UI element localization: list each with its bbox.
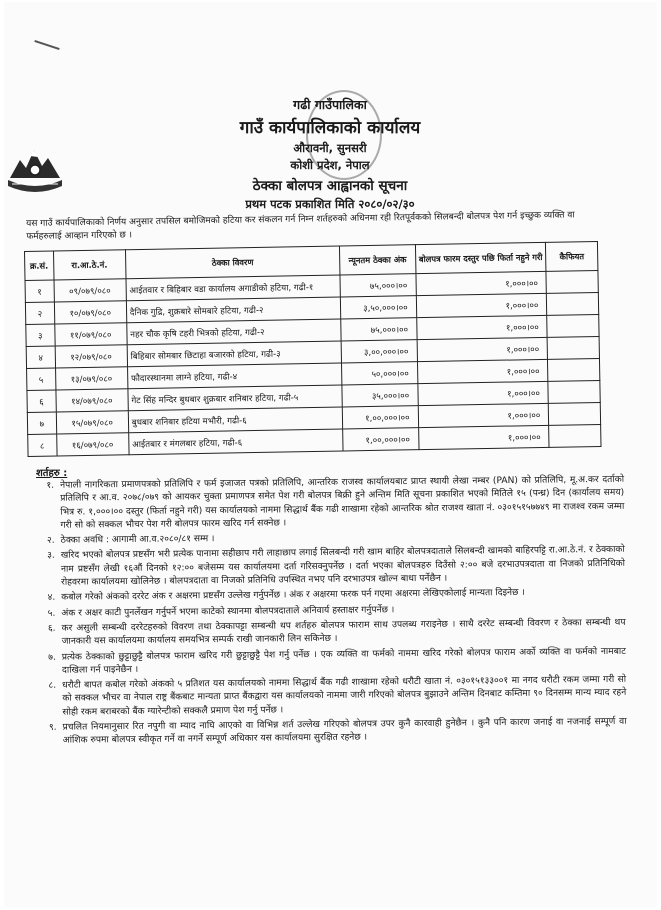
row-remarks xyxy=(549,424,601,447)
row-contract-no: १६/०७९/०८० xyxy=(56,433,129,456)
row-remarks xyxy=(549,402,601,425)
row-remarks xyxy=(547,336,599,359)
term-text: नेपाली नागरिकता प्रमाणपत्रको प्रतिलिपि र फर्म इजाजत पत्रको प्रतिलिपि, आन्तरिक राजस्व कार्यालयबाट प्राप्त स्थायी लेखा नम्बर (PAN) को प्रतिलिपि, मू.अ.कर दर्ताको प्रतिलिपि र आ.व. २०७८/०७९ को आयकर चुक्ता प्रमाणपत्र समेत पेश गरी बोलपत्र बिक्री हुने अन्तिम मिति सूचना प्रकाशित भएको मितिले १५ (पन्ध्र) दिन (कार्यालय समय) भित्र रु. १,०००।०० दस्तुर (फिर्ता नहुने गरी) यस कार्यालयको नाममा सिद्धार्थ बैंक गढी शाखामा रहेको आन्तरिक श्रोत राजश्व खाता नं. ०३०१५१५७७४९ मा राजश्व रकम जम्मा गरी सो को सक्कल भौचर पेश गरी बोलपत्र फारम खरिद गर्न सक्नेछ । xyxy=(60,474,625,531)
term-text: कबोल गरेको अंकको दररेट अंक र अक्षरमा प्रष्टसँग उल्लेख गर्नुपर्नेछ । अंक र अक्षरमा फरक पर्न गएमा अक्षरमा लेखिएकोलाई मान्यता दिइनेछ । xyxy=(61,588,525,604)
row-description: आईतबार र मंगलबार हटिया, गढी-६ xyxy=(128,429,343,455)
row-min-amount: ५०,०००।०० xyxy=(342,362,418,385)
row-sn: ६ xyxy=(27,390,56,412)
row-min-amount: १,००,०००।०० xyxy=(342,406,418,429)
term-number: ३. xyxy=(47,551,55,562)
terms-heading: शर्तहरु : xyxy=(36,468,68,479)
row-form-fee: १,०००।०० xyxy=(416,271,547,295)
row-description: आईतवार र बिहिबार वडा कार्यालय अगाडीको हटिया, गढी-१ xyxy=(126,275,341,301)
term-number: ९. xyxy=(48,722,57,733)
row-form-fee: १,०००।०० xyxy=(416,315,547,339)
row-remarks xyxy=(546,270,598,293)
municipality-name: गढी गाउँपालिका xyxy=(293,97,367,112)
term-text: प्रत्येक ठेक्काको छुट्टाछुट्टै बोलपत्र फाराम खरिद गरी छुट्टाछुट्टै पेश गर्नु पर्नेछ । एक व्यक्ति वा फर्मको नाममा खरिद गरेको बोलपत्र फाराम अर्को व्यक्ति वा फर्मको नामबाट दाखिला गर्न पाइनेछैन । xyxy=(61,646,626,676)
row-sn: ७ xyxy=(27,412,56,434)
letterhead xyxy=(120,96,540,212)
province-name: कोशी प्रदेश, नेपाल xyxy=(290,158,370,172)
row-min-amount: ३,००,०००।०० xyxy=(341,340,417,363)
row-min-amount: १,००,०००।०० xyxy=(343,428,419,451)
row-description: बिहिबार सोमबार छिटाहा बजारको हटिया, गढी-३ xyxy=(127,341,342,367)
row-min-amount: ३५,०००।०० xyxy=(342,384,418,407)
term-number: ८. xyxy=(48,680,57,691)
tender-table xyxy=(24,241,602,457)
office-location: औरावनी, सुनसरी xyxy=(293,141,367,155)
term-item xyxy=(32,645,626,678)
row-form-fee: १,०००।०० xyxy=(418,403,549,427)
row-form-fee: १,०००।०० xyxy=(416,293,547,317)
office-name: गाउँ कार्यपालिकाको कार्यालय xyxy=(239,118,421,138)
term-number: ४. xyxy=(47,593,56,604)
col-sn: क्र.सं. xyxy=(25,251,54,280)
term-item xyxy=(31,617,625,650)
row-min-amount: ७५,०००।०० xyxy=(341,318,417,341)
row-contract-no: १०/०७९/०८० xyxy=(54,301,127,324)
term-text: अंक र अक्षर काटी पुनर्लेखन गर्नुपर्ने भएमा काटेको स्थानमा बोलपत्रदाताले अनिवार्य हस्ताक्षर गर्नुपर्नेछ । xyxy=(61,604,395,619)
row-description: बुधबार शनिबार हटिया मभौरी, गढी-६ xyxy=(128,407,343,433)
row-sn: ८ xyxy=(28,434,57,456)
term-text: ठेक्का अवधि : आगामी आ.व.२०८०/८१ सम्म । xyxy=(60,534,215,546)
col-description: ठेक्का विवरण xyxy=(125,246,340,279)
col-remarks: कैफियत xyxy=(546,241,598,271)
row-contract-no: १२/०७९/०८० xyxy=(55,345,128,368)
row-description: गेट सिंह मन्दिर बुधबार शुक्रबार शनिबार हटिया, गढी-५ xyxy=(128,385,343,411)
nepal-emblem-icon xyxy=(6,140,64,196)
row-form-fee: १,०००।०० xyxy=(417,359,548,383)
row-contract-no: १३/०७९/०८० xyxy=(55,367,128,390)
term-text: कर असुली सम्बन्धी दररेटहरुको विवरण तथा ठेक्कापट्टा सम्बन्धी थप शर्तहरु बोलपत्र फाराम साथ उपलब्ध गराइनेछ । साथै दररेट सम्बन्धी विवरण र ठेक्का सम्बन्धी थप जानकारी यस कार्यालयमा कार्यालय समयभित्र सम्पर्क राखी जानकारी लिन सकिनेछ । xyxy=(61,617,626,647)
notice-title: ठेक्का बोलपत्र आह्वानको सूचना xyxy=(252,178,408,194)
row-form-fee: १,०००।०० xyxy=(418,425,549,449)
publish-date: प्रथम पटक प्रकाशित मिति २०८०/०२/३० xyxy=(245,197,415,211)
row-remarks xyxy=(547,314,599,337)
row-description: फौदारस्थानमा लाग्ने हटिया, गढी-४ xyxy=(127,363,342,389)
col-form-fee: बोलपत्र फारम दस्तुर पछि फिर्ता नहुने गरी xyxy=(415,242,546,273)
term-text: खरिद भएको बोलपत्र प्रष्टसँग भरी प्रत्येक पानामा सहीछाप गरी लाहाछाप लगाई सिलबन्दी गरी खाम बाहिर बोलपत्रदाताले सिलबन्दी खामको बाहिरपट्टि रा.आ.ठे.नं. र ठेक्काको नाम प्रष्टसँग लेखी १६औं दिनको १२:०० बजेसम्म यस कार्यालयमा दर्ता गरिसक्नुपर्नेछ । दर्ता भएका बोलपत्रहरु दिउँसो २:०० बजे दरभाउपत्रदाता वा निजको प्रतिनिधिको रोहवरमा कार्यालयमा खोलिनेछ । बोलपत्रदाता वा निजको प्रतिनिधि उपस्थित नभए पनि दरभाउपत्र खोल्न बाधा पर्नेछैन । xyxy=(60,545,625,588)
term-item xyxy=(33,716,627,749)
term-item xyxy=(32,674,626,720)
row-form-fee: १,०००।०० xyxy=(417,337,548,361)
row-contract-no: १४/०७९/०८० xyxy=(56,389,129,412)
row-sn: १ xyxy=(25,280,54,302)
row-sn: ३ xyxy=(26,324,55,346)
row-form-fee: १,०००।०० xyxy=(417,381,548,405)
row-remarks xyxy=(547,292,599,315)
row-sn: ५ xyxy=(27,368,56,390)
term-item xyxy=(30,474,625,533)
term-text: प्रचलित नियमानुसार रित नपुगी वा म्याद नाघि आएको वा विभिन्न शर्त उल्लेख गरिएको बोलपत्र उपर कुनै कारवाही हुनेछैन । कुनै पनि कारण जनाई वा नजनाई सम्पूर्ण वा आंशिक रुपमा बोलपत्र स्वीकृत गर्ने वा नगर्ने सम्पूर्ण अधिकार यस कार्यालयमा सुरक्षित रहनेछ । xyxy=(62,716,627,747)
intro-paragraph: यस गाउँ कार्यपालिकाको निर्णय अनुसार तपसिल बमोजिमको हटिया कर संकलन गर्न निम्न शर्तहरुको अधिनमा रही रितपूर्वकको सिलबन्दी बोलपत्र पेश गर्न इच्छुक व्यक्ति वा फर्महरुलाई आव्हान गरिएको छ । xyxy=(26,210,575,242)
term-item xyxy=(31,544,625,590)
term-number: २. xyxy=(46,535,55,547)
row-sn: २ xyxy=(25,302,54,324)
row-min-amount: ३,५०,०००।०० xyxy=(340,296,416,319)
term-number: ६. xyxy=(47,623,56,634)
col-min-amount: न्यूनतम ठेक्का अंक xyxy=(340,245,416,275)
row-min-amount: ७५,०००।०० xyxy=(340,274,416,297)
row-sn: ४ xyxy=(26,346,55,368)
row-description: दैनिक गुद्रि, शुक्रबारे सोमबारे हटिया, गढी-२ xyxy=(126,297,341,323)
row-remarks xyxy=(548,358,600,381)
term-number: ५. xyxy=(47,608,56,619)
terms-list xyxy=(30,474,627,751)
row-contract-no: ११/०७९/०८० xyxy=(54,323,127,346)
col-contract-no: रा.आ.ठे.नं. xyxy=(53,250,126,280)
row-contract-no: १५/०७९/०८० xyxy=(56,411,129,434)
term-number: १. xyxy=(46,480,55,491)
row-contract-no: ०९/०७९/०८० xyxy=(54,279,127,302)
term-text: धरौटी बापत कबोल गरेको अंकको ५ प्रतिशत यस कार्यालयको नाममा सिद्धार्थ बैंक गढी शाखामा रहेको धरौटी खाता नं. ०३०१५१३३००१ मा नगद धरौटी रकम जम्मा गरी सो को सक्कल भौचर वा नेपाल राष्ट्र बैंकबाट मान्यता प्राप्त बैंकद्वारा यस कार्यालयको नाममा जारी गरिएको बोलपत्र बुझाउने अन्तिम दिनबाट कम्तिमा ९० दिनसम्म मान्य म्याद रहने सोही रकम बराबरको बैंक ग्यारेन्टीको सक्कलै प्रमाण पेश गर्नु पर्नेछ । xyxy=(62,674,627,718)
row-description: नहर चौक कृषि टहरी भित्रको हटिया, गढी-२ xyxy=(127,319,342,345)
row-remarks xyxy=(548,380,600,403)
term-number: ७. xyxy=(48,652,56,663)
